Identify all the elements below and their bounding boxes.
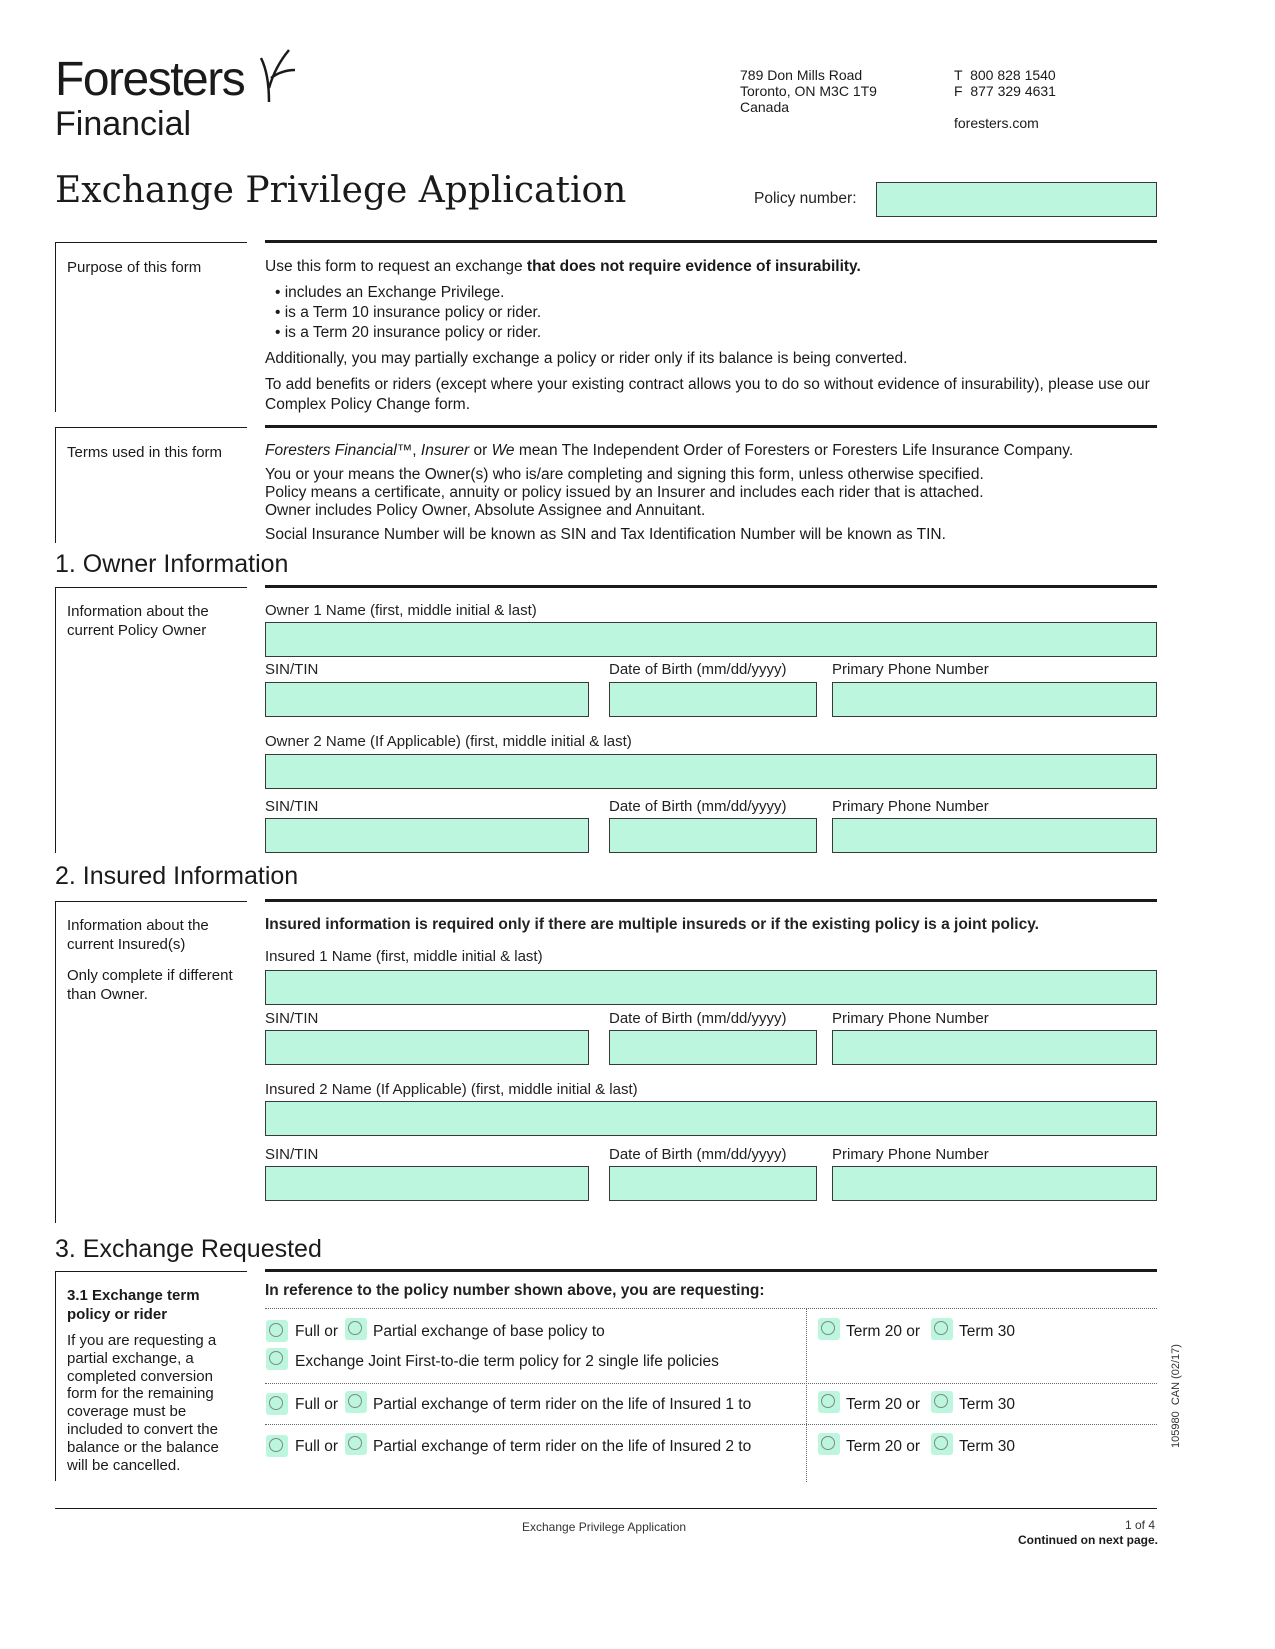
page-title: Exchange Privilege Application: [55, 170, 627, 211]
row1-term30-radio[interactable]: [931, 1318, 953, 1340]
row3-term20-radio[interactable]: [818, 1433, 840, 1455]
terms-side-rule: [55, 427, 247, 428]
exchange-side-rule: [55, 1271, 247, 1272]
owner1-sin-field[interactable]: [265, 682, 589, 717]
policy-number-field[interactable]: [876, 182, 1157, 217]
insured-side-rule: [55, 901, 247, 902]
form-code: 105980 CAN (02/17): [1170, 1344, 1182, 1448]
row2-term20-radio[interactable]: [818, 1391, 840, 1413]
term-policy: Policy means a certificate, annuity or policy issued by an Insurer and includes each rider that is attached.: [265, 484, 984, 501]
row2-term30-label: Term 30: [959, 1396, 1015, 1413]
insured2-dob-field[interactable]: [609, 1166, 817, 1201]
owner1-dob-field[interactable]: [609, 682, 817, 717]
term-or: or: [469, 442, 492, 459]
address-block: [740, 67, 877, 115]
insured2-phone-field[interactable]: [832, 1166, 1157, 1201]
owner2-phone-label: Primary Phone Number: [832, 798, 989, 815]
row3-term20-label: Term 20 or: [846, 1438, 921, 1455]
row3-partial-label: Partial exchange of term rider on the life of Insured 2 to: [373, 1438, 752, 1455]
row2-full-radio[interactable]: [266, 1393, 288, 1415]
purpose-side-bar: [55, 242, 56, 412]
insured-side-note: Only complete if different than Owner.: [67, 967, 233, 1003]
address-line-street: 789 Don Mills Road: [740, 67, 863, 83]
leaf-sprout-icon: [257, 48, 297, 104]
insured2-sin-field[interactable]: [265, 1166, 589, 1201]
footer-rule: [55, 1508, 1157, 1509]
terms-divider: [265, 425, 1157, 428]
term-we: We: [491, 442, 515, 459]
owner2-dob-label: Date of Birth (mm/dd/yyyy): [609, 798, 787, 815]
logo-wordmark-financial: Financial: [55, 105, 192, 143]
owner2-phone-field[interactable]: [832, 818, 1157, 853]
exchange-dotted-rule: [265, 1383, 1157, 1384]
purpose-side-rule: [55, 242, 247, 243]
insured2-name-label: Insured 2 Name (If Applicable) (first, middle initial & last): [265, 1081, 638, 1098]
website-link[interactable]: foresters.com: [954, 115, 1039, 131]
terms-side-bar: [55, 427, 56, 543]
purpose-bullet: • is a Term 20 insurance policy or rider.: [275, 324, 542, 341]
owner-divider: [265, 585, 1157, 588]
row1-partial-label: Partial exchange of base policy to: [373, 1323, 605, 1340]
insured2-dob-label: Date of Birth (mm/dd/yyyy): [609, 1146, 787, 1163]
row3-full-label: Full or: [295, 1438, 339, 1455]
term-trademark: ™,: [396, 442, 421, 459]
owner1-name-label: Owner 1 Name (first, middle initial & last): [265, 602, 537, 619]
fax-number: F 877 329 4631: [954, 83, 1056, 99]
logo-wordmark-foresters: Foresters: [55, 53, 245, 106]
insured1-sin-field[interactable]: [265, 1030, 589, 1065]
owner2-name-label: Owner 2 Name (If Applicable) (first, middle initial & last): [265, 733, 632, 750]
exchange-dotted-column: [806, 1308, 807, 1482]
purpose-bullet: • includes an Exchange Privilege.: [275, 284, 505, 301]
exchange-side-note: If you are requesting a partial exchange, a completed conversion form for the remaining coverage must be included to convert the balance or the balance will be cancelled.: [67, 1332, 219, 1474]
row1-full-radio[interactable]: [266, 1320, 288, 1342]
owner1-dob-label: Date of Birth (mm/dd/yyyy): [609, 661, 787, 678]
insured2-name-field[interactable]: [265, 1101, 1157, 1136]
row3-term30-radio[interactable]: [931, 1433, 953, 1455]
purpose-intro-bold: that does not require evidence of insurability.: [526, 258, 861, 275]
row3-partial-radio[interactable]: [345, 1433, 367, 1455]
owner-side-bar: [55, 587, 56, 853]
row2-term20-label: Term 20 or: [846, 1396, 921, 1413]
purpose-para-3: To add benefits or riders (except where your existing contract allows you to do so without evidence of insurability), please use our Complex Policy Change form.: [265, 376, 1150, 413]
owner2-name-field[interactable]: [265, 754, 1157, 789]
insured1-phone-label: Primary Phone Number: [832, 1010, 989, 1027]
owner2-sin-field[interactable]: [265, 818, 589, 853]
purpose-para-2: Additionally, you may partially exchange a policy or rider only if its balance is being converted.: [265, 350, 908, 367]
insured2-sin-label: SIN/TIN: [265, 1146, 319, 1163]
insured-section-title: 2. Insured Information: [55, 862, 299, 890]
insured2-phone-label: Primary Phone Number: [832, 1146, 989, 1163]
term-definition: mean The Independent Order of Foresters or Foresters Life Insurance Company.: [514, 442, 1074, 459]
insured1-phone-field[interactable]: [832, 1030, 1157, 1065]
continued-note: Continued on next page.: [1018, 1533, 1158, 1547]
purpose-divider: [265, 240, 1157, 243]
insured1-sin-label: SIN/TIN: [265, 1010, 319, 1027]
exchange-section-title: 3. Exchange Requested: [55, 1235, 322, 1263]
exchange-side-bar: [55, 1271, 56, 1481]
owner1-name-field[interactable]: [265, 622, 1157, 657]
phone-number: T 800 828 1540: [954, 67, 1056, 83]
row3-term30-label: Term 30: [959, 1438, 1015, 1455]
term-you: You or your means the Owner(s) who is/are completing and signing this form, unless otherwise specified.: [265, 466, 984, 483]
purpose-side-label: Purpose of this form: [67, 259, 202, 276]
row2-full-label: Full or: [295, 1396, 339, 1413]
term-foresters-financial: Foresters Financial: [265, 442, 397, 459]
insured1-name-label: Insured 1 Name (first, middle initial & last): [265, 948, 543, 965]
row1-term20-label: Term 20 or: [846, 1323, 921, 1340]
exchange-dotted-rule: [265, 1424, 1157, 1425]
address-line-country: Canada: [740, 99, 790, 115]
insured1-dob-label: Date of Birth (mm/dd/yyyy): [609, 1010, 787, 1027]
purpose-bullet: • is a Term 10 insurance policy or rider.: [275, 304, 542, 321]
owner1-phone-field[interactable]: [832, 682, 1157, 717]
joint-exchange-radio[interactable]: [266, 1348, 288, 1370]
owner-side-rule: [55, 587, 247, 588]
row2-term30-radio[interactable]: [931, 1391, 953, 1413]
term-owner: Owner includes Policy Owner, Absolute Assignee and Annuitant.: [265, 502, 706, 519]
insured-notice: Insured information is required only if there are multiple insureds or if the existing policy is a joint policy.: [265, 916, 1039, 933]
term-insurer: Insurer: [420, 442, 470, 459]
purpose-intro: Use this form to request an exchange: [265, 258, 527, 275]
foresters-logo: [55, 52, 315, 144]
owner-section-title: 1. Owner Information: [55, 550, 289, 578]
terms-text: [265, 442, 1160, 544]
insured-side-label: Information about the current Insured(s): [67, 917, 209, 953]
exchange-intro: In reference to the policy number shown above, you are requesting:: [265, 1282, 765, 1299]
purpose-text: [265, 257, 1160, 415]
insured1-name-field[interactable]: [265, 970, 1157, 1005]
owner2-sin-label: SIN/TIN: [265, 798, 319, 815]
owner1-phone-label: Primary Phone Number: [832, 661, 989, 678]
insured-side-bar: [55, 901, 56, 1223]
policy-number-label: Policy number:: [754, 190, 857, 207]
terms-side-label: Terms used in this form: [67, 444, 223, 461]
row3-full-radio[interactable]: [266, 1435, 288, 1457]
exchange-dotted-rule: [265, 1308, 1157, 1309]
row1-term20-radio[interactable]: [818, 1318, 840, 1340]
exchange-side-label: 3.1 Exchange term policy or rider: [67, 1287, 200, 1323]
page-number: 1 of 4: [1124, 1518, 1155, 1532]
row2-partial-radio[interactable]: [345, 1391, 367, 1413]
insured-divider: [265, 899, 1157, 902]
term-sin-tin: Social Insurance Number will be known as SIN and Tax Identification Number will be known as TIN.: [265, 526, 946, 543]
joint-exchange-label: Exchange Joint First-to-die term policy for 2 single life policies: [295, 1353, 719, 1370]
contact-block: [954, 67, 1056, 131]
address-line-city: Toronto, ON M3C 1T9: [740, 83, 877, 99]
footer-title: Exchange Privilege Application: [522, 1520, 687, 1534]
owner2-dob-field[interactable]: [609, 818, 817, 853]
exchange-divider: [265, 1269, 1157, 1272]
owner-side-label: Information about the current Policy Owner: [67, 603, 209, 639]
owner1-sin-label: SIN/TIN: [265, 661, 319, 678]
row2-partial-label: Partial exchange of term rider on the life of Insured 1 to: [373, 1396, 752, 1413]
row1-partial-radio[interactable]: [345, 1318, 367, 1340]
insured1-dob-field[interactable]: [609, 1030, 817, 1065]
row1-full-label: Full or: [295, 1323, 339, 1340]
row1-term30-label: Term 30: [959, 1323, 1015, 1340]
